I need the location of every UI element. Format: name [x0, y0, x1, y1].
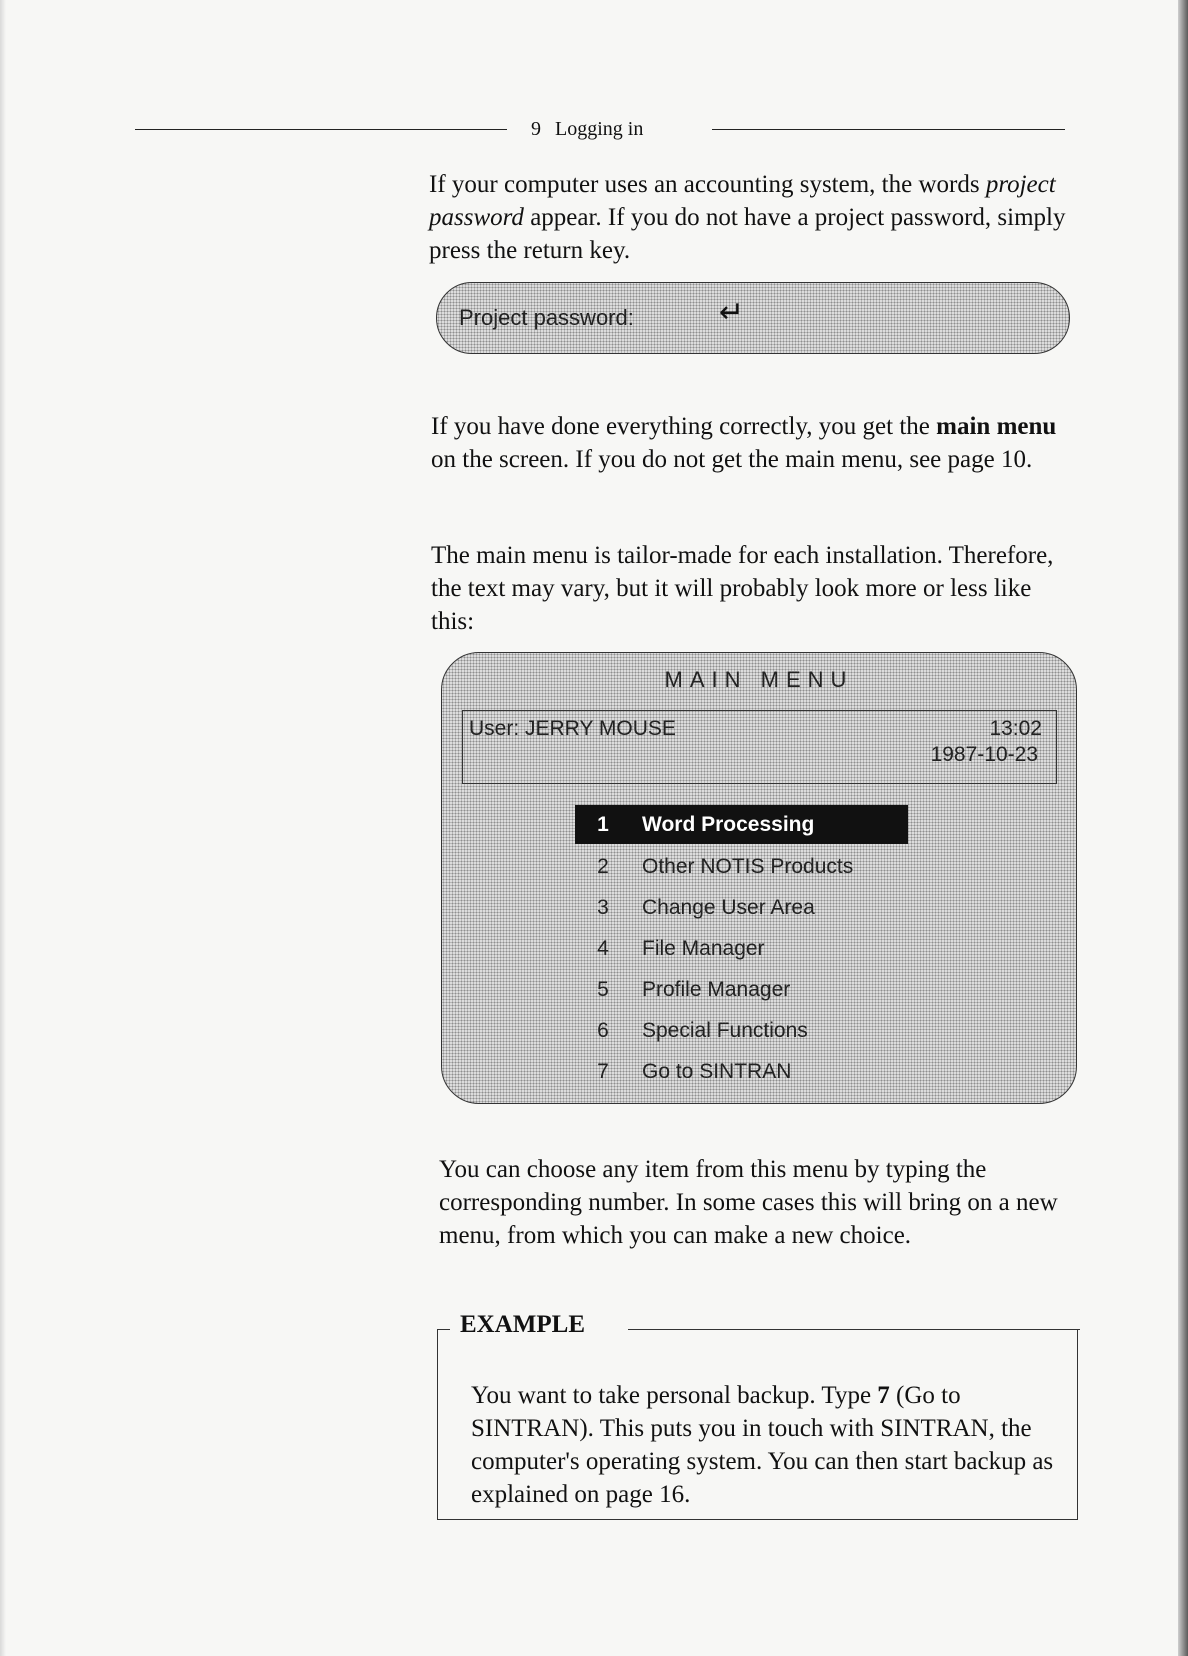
menu-item-label: Other NOTIS Products: [642, 855, 854, 878]
section-title: Logging in: [555, 118, 644, 140]
header-text: [531, 118, 643, 141]
user-name: User: JERRY MOUSE: [469, 717, 676, 740]
menu-item-label: Change User Area: [642, 896, 815, 919]
menu-item-number: 5: [597, 978, 609, 1001]
example-text-b: (Go to SINTRAN). This puts you in touch with SINTRAN, the computer's operating system. You can then start backup as explained on page 16.: [471, 1382, 1054, 1508]
header-rule-right: [712, 129, 1065, 130]
menu-item-label: Go to SINTRAN: [642, 1060, 792, 1083]
menu-item-other-notis-products[interactable]: [575, 846, 908, 887]
para2-bold: main menu: [936, 413, 1057, 440]
example-box: [437, 1311, 1078, 1520]
para2-text-b: on the screen. If you do not get the main menu, see page 10.: [431, 446, 1033, 473]
page-number: 9: [531, 118, 541, 140]
user-info-panel: [462, 710, 1057, 784]
main-menu-title: MAIN MENU: [664, 667, 854, 692]
menu-item-number: 3: [597, 896, 609, 919]
main-menu-screen: [441, 652, 1077, 1104]
header-rule-left: [135, 129, 507, 130]
page-edge-left: [0, 0, 6, 1656]
menu-item-number: 2: [597, 855, 609, 878]
menu-item-list: [575, 805, 908, 1092]
password-prompt-label: Project password:: [459, 305, 634, 330]
paragraph-tailor-made: The main menu is tailor-made for each installation. Therefore, the text may vary, but it will probably look more or less like this:: [431, 542, 1054, 635]
menu-item-label: Special Functions: [642, 1019, 808, 1042]
menu-item-profile-manager[interactable]: [575, 969, 908, 1010]
menu-item-number: 6: [597, 1019, 609, 1042]
menu-item-change-user-area[interactable]: [575, 887, 908, 928]
menu-item-go-to-sintran[interactable]: [575, 1051, 908, 1092]
example-bold-number: 7: [877, 1382, 890, 1409]
login-time: 13:02: [989, 717, 1042, 740]
menu-item-label: Profile Manager: [642, 978, 791, 1001]
password-prompt-screen: [436, 282, 1070, 354]
para1-text-a: If your computer uses an accounting system, the words: [429, 171, 980, 198]
example-top-rule-right: [628, 1329, 1080, 1330]
menu-item-number: 1: [597, 813, 609, 836]
example-body: [471, 1379, 1071, 1511]
login-date: 1987-10-23: [930, 743, 1038, 766]
para2-text-a: If you have done everything correctly, you get the: [431, 413, 937, 440]
page-edge-right: [1178, 0, 1188, 1656]
return-key-icon: ↵: [719, 296, 745, 329]
menu-item-number: 4: [597, 937, 609, 960]
example-title: EXAMPLE: [460, 1311, 585, 1338]
para1-emphasis: project password: [429, 171, 1056, 231]
paragraph-main-menu: [431, 410, 1081, 476]
menu-item-label: File Manager: [642, 937, 765, 960]
menu-item-number: 7: [597, 1060, 609, 1083]
example-top-rule-left: [437, 1329, 450, 1330]
para1-text-b: appear. If you do not have a project password, simply press the return key.: [429, 204, 1066, 264]
example-text-a: You want to take personal backup. Type: [471, 1382, 878, 1409]
menu-item-file-manager[interactable]: [575, 928, 908, 969]
paragraph-accounting: [429, 168, 1069, 267]
menu-item-label: Word Processing: [642, 813, 815, 836]
menu-item-word-processing[interactable]: [575, 805, 908, 844]
page-header: [135, 118, 1065, 142]
menu-item-special-functions[interactable]: [575, 1010, 908, 1051]
paragraph-choose-item: You can choose any item from this menu by typing the corresponding number. In some cases this will bring on a new menu, from which you can make a new choice.: [439, 1156, 1058, 1249]
